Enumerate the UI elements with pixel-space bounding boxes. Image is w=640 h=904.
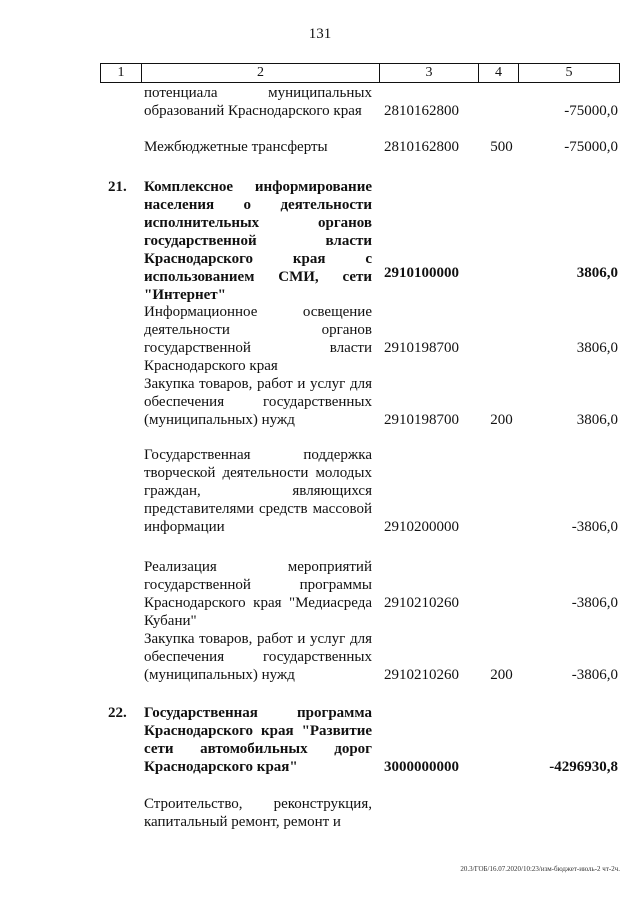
table-header [100, 63, 620, 83]
row-group: 200 [490, 667, 513, 683]
row-code: 2910210260 [384, 595, 459, 611]
row-text: Комплексное информирование населения о деятельности исполнительных органов государственной власти Краснодарского края с использованием СМИ, сети "Интернет" [144, 179, 372, 303]
document-footer: 20.3/ГОБ/16.07.2020/10:23/изм-бюджет-июль-2 чт-2ч. [460, 865, 620, 873]
row-amount: -3806,0 [571, 519, 618, 535]
row-code: 2810162800 [384, 103, 459, 119]
row-amount: -4296930,8 [549, 759, 618, 775]
header-col-4: 4 [479, 64, 519, 82]
row-number: 21. [108, 179, 127, 195]
row-amount: -75000,0 [564, 103, 618, 119]
row-text: Закупка товаров, работ и услуг для обеспечения государственных (муниципальных) нужд [144, 376, 372, 428]
row-amount: -75000,0 [564, 139, 618, 155]
header-col-5: 5 [565, 65, 573, 80]
row-amount: -3806,0 [571, 595, 618, 611]
row-text: потенциала муниципальных образований Краснодарского края [144, 85, 372, 119]
row-amount: -3806,0 [571, 667, 618, 683]
row-amount: 3806,0 [576, 340, 618, 356]
row-amount: 3806,0 [576, 412, 618, 428]
row-code: 2910210260 [384, 667, 459, 683]
row-text: Государственная программа Краснодарского края "Развитие сети автомобильных дорог Краснодарского края" [144, 705, 372, 775]
header-col-3: 3 [380, 64, 479, 82]
row-text: Межбюджетные трансферты [144, 139, 328, 155]
row-amount: 3806,0 [576, 265, 618, 281]
row-code: 2910198700 [384, 340, 459, 356]
row-code: 2910198700 [384, 412, 459, 428]
row-code: 2810162800 [384, 139, 459, 155]
row-group: 200 [490, 412, 513, 428]
header-col-1: 1 [101, 64, 142, 82]
header-col-2: 2 [142, 64, 380, 82]
row-text: Государственная поддержка творческой деятельности молодых граждан, являющихся представителями средств массовой информации [144, 447, 372, 535]
page-number: 131 [308, 26, 332, 42]
row-code: 2910100000 [384, 265, 459, 281]
row-code: 2910200000 [384, 519, 459, 535]
row-text: Реализация мероприятий государственной программы Краснодарского края "Медиасреда Кубани" [144, 559, 372, 629]
row-number: 22. [108, 705, 127, 721]
row-group: 500 [490, 139, 513, 155]
row-text: Строительство, реконструкция, капитальный ремонт, ремонт и [144, 796, 372, 830]
row-text: Информационное освещение деятельности органов государственной власти Краснодарского края [144, 304, 372, 374]
row-text: Закупка товаров, работ и услуг для обеспечения государственных (муниципальных) нужд [144, 631, 372, 683]
row-code: 3000000000 [384, 759, 459, 775]
